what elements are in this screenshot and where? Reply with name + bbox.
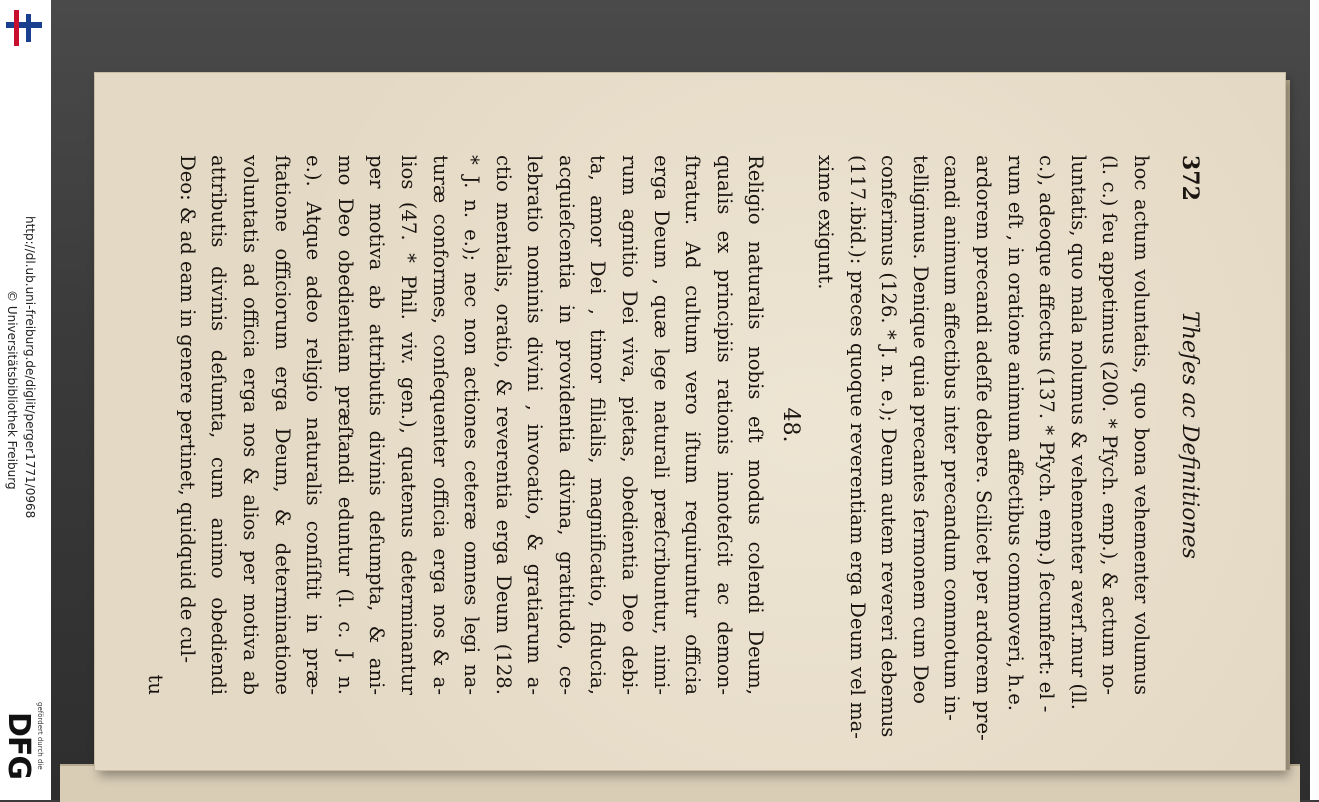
page-number: 372: [1177, 155, 1203, 201]
copyright-notice: © Universitätsbibliothek Freiburg: [5, 290, 19, 490]
page-text-block: [144, 155, 1205, 741]
text-line: telligimus. Denique quia precantes ſermonem cum Deo: [908, 155, 932, 704]
source-url[interactable]: http://dl.ub.uni-freiburg.de/diglit/perger1771/0968: [23, 216, 37, 519]
text-line: rum eſt , in oratione animum affectibus commoveri, h.e.: [1003, 155, 1027, 712]
text-line: e.). Atque adeo religio naturalis conſiſtit in præ-: [302, 155, 326, 695]
text-line: turæ conformes, conſequenter officia erga nos & a-: [428, 155, 452, 695]
text-line: qualis ex principiis rationis innoteſcit ac demon-: [712, 155, 736, 695]
text-line: Religio naturalis nobis eſt modus colendi Deum,: [744, 155, 768, 695]
catchword: tu: [144, 674, 168, 695]
dfg-logo: DFG: [1, 712, 36, 780]
text-line: voluntatis ad officia erga nos & alios per motiva ab: [238, 155, 262, 695]
viewer-right-edge: [1310, 0, 1319, 800]
text-line: hoc actum voluntatis, quo bona vehementer volumus: [1130, 155, 1153, 695]
text-line: candi animum affectibus inter precandum commotum in-: [940, 155, 964, 721]
text-line: ſtratur. Ad cultum vero iſtum requiruntur officia: [681, 155, 705, 695]
text-line: ctio mentalis, oratio, & reverentia erga Deum (128.: [491, 155, 515, 695]
running-title: Theſes ac Definitiones: [1177, 311, 1202, 559]
text-line: (l. c.) ſeu appetimus (200. * Pſych. emp.), & actum no-: [1098, 155, 1122, 695]
viewer-sidebar: [0, 0, 51, 800]
text-line: lebratio nominis divini , invocatio, & gratiarum a-: [523, 155, 547, 695]
text-line: Deo: & ad eam in genere pertinet, quidquid de cul-: [175, 155, 199, 664]
text-line: mo Deo obedientiam præſtandi eduntur (l. c. J. n.: [333, 155, 357, 695]
text-line: erga Deum , quæ lege naturali præſcribuntur, nimi-: [649, 155, 673, 695]
text-line: attributis divinis deſumta, cum animo obediendi: [207, 155, 231, 695]
text-line: lios (47. * Phil. viv. gen.), quatenus determinantur: [396, 155, 420, 695]
text-line: per motiva ab attributis divinis deſumpta, & ani-: [365, 155, 389, 695]
text-line: acquieſcentia in providentia divina, gratitudo, ce-: [554, 155, 578, 695]
text-line: ardorem precandi adeſſe debere. Scilicet per ardorem pre-: [972, 155, 996, 741]
page-header: [1157, 155, 1205, 695]
text-line: ſtatione officiorum erga Deum, & determinatione: [270, 155, 294, 695]
text-line: c.), adeoque affectus (137. * Pſych. emp.) ſecumfert: el -: [1035, 155, 1059, 713]
text-line: ta, amor Dei , timor filialis, magnificatio, fiducia,: [586, 155, 610, 695]
section-number: 48.: [778, 407, 804, 443]
text-line: xime exigunt.: [814, 155, 838, 290]
text-line: luntatis, quo mala nolumus & vehementer averſ.mur (ll.: [1066, 155, 1090, 710]
paragraph-48: [171, 155, 771, 695]
funding-note: gefördert durch die: [36, 702, 44, 770]
text-line: rum agnitio Dei viva, pietas, obedientia Deo debi-: [618, 155, 642, 695]
text-line: conferimus (126. * J. n. e.); Deum autem revereri debemus: [877, 155, 901, 738]
text-line: (117.ibid.): preces quoque reverentiam erga Deum vel ma-: [845, 155, 869, 739]
text-line: * J. n. e.); nec non actiones ceteræ omnes legi na-: [460, 155, 484, 695]
library-logo-icon: [2, 6, 46, 50]
paragraph-47-end: [809, 155, 1157, 741]
